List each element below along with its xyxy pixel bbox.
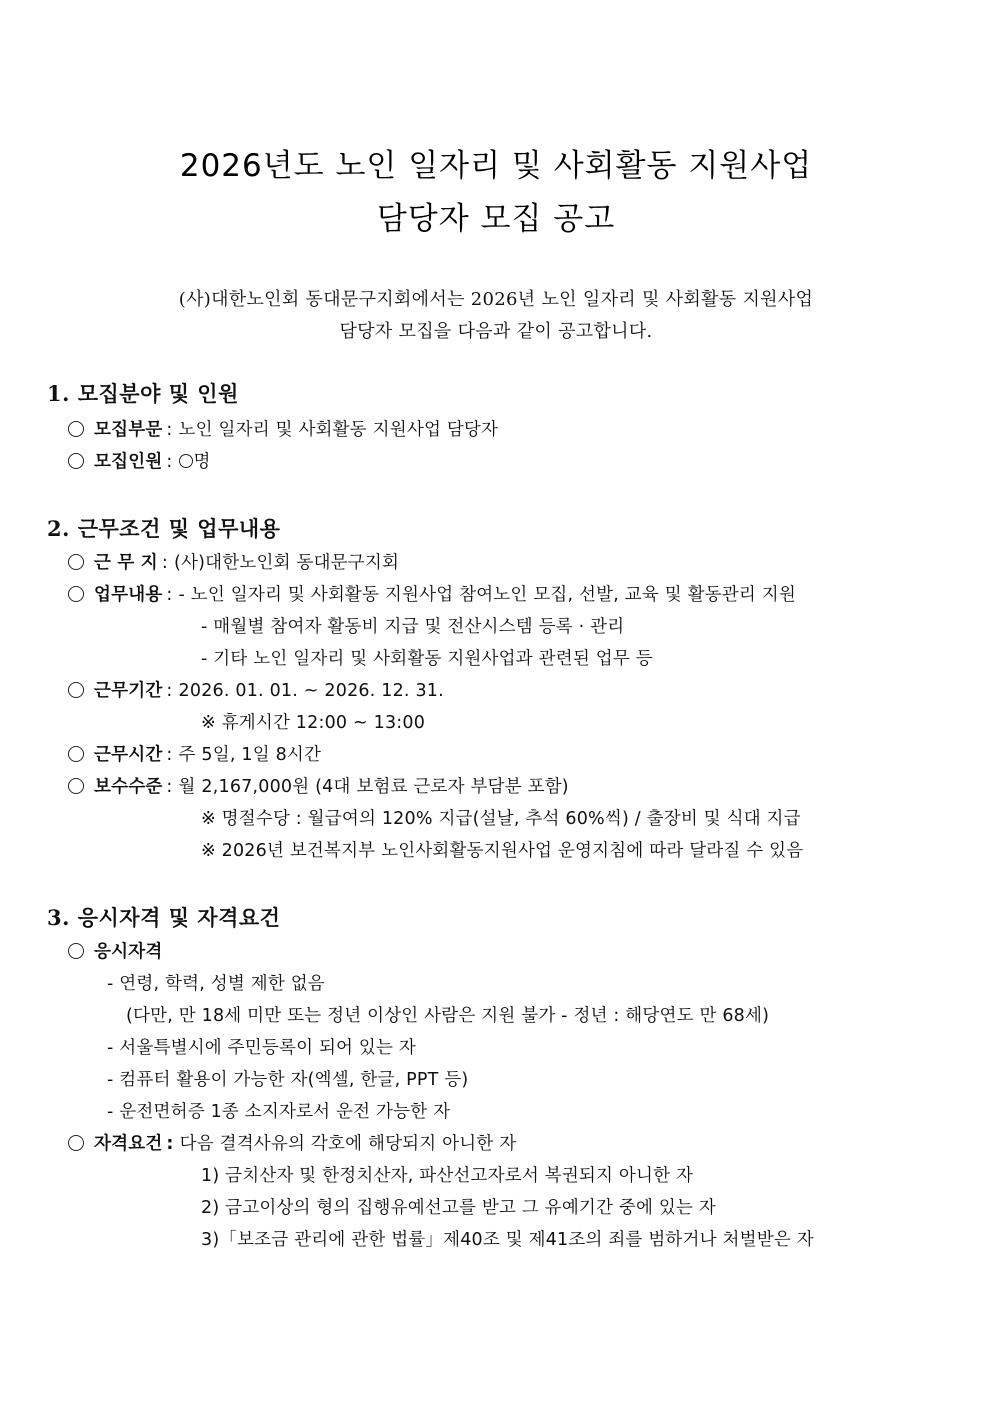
separator: : [166,1134,174,1154]
eligibility-sub-4: - 컴퓨터 활용이 가능한 자(엑셀, 한글, PPT 등) [107,1070,469,1090]
item-label: 응시자격 [94,942,163,962]
salary-note-1: ※ 명절수당 : 월급여의 120% 지급(설날, 추석 60%씩) / 출장비 및 식대 지급 [201,809,801,829]
page-title-line2: 담당자 모집 공고 [376,201,616,237]
separator: : [166,452,173,472]
item-value: 명 [193,452,211,472]
circle-bullet-icon [68,453,84,469]
item-work-hours [68,741,321,766]
break-time-note: ※ 휴게시간 12:00 ~ 13:00 [201,713,426,733]
item-work-period [68,677,444,702]
item-value: 노인 일자리 및 사회활동 지원사업 담당자 [178,420,499,440]
item-label: 자격요건 [94,1134,163,1154]
eligibility-sub-3: - 서울특별시에 주민등록이 되어 있는 자 [107,1038,417,1058]
duties-continuation-1: - 매월별 참여자 활동비 지급 및 전산시스템 등록 · 관리 [201,617,625,637]
duties-continuation-2: - 기타 노인 일자리 및 사회활동 지원사업과 관련된 업무 등 [201,649,653,669]
item-label: 업무내용 [94,585,163,605]
separator: : [166,777,173,797]
salary-note-2: ※ 2026년 보건복지부 노인사회활동지원사업 운영지침에 따라 달라질 수 있음 [201,841,804,861]
item-value: 2026. 01. 01. ~ 2026. 12. 31. [178,681,444,701]
item-value: 다음 결격사유의 각호에 해당되지 아니한 자 [179,1134,517,1154]
item-label: 보수수준 [94,777,163,797]
section-heading-1: 1. 모집분야 및 인원 [47,381,239,406]
disqualification-3: 3)「보조금 관리에 관한 법률」제40조 및 제41조의 죄를 범하거나 처벌받은 자 [201,1230,814,1250]
item-eligibility [68,938,162,963]
section-heading-3: 3. 응시자격 및 자격요건 [47,905,281,930]
item-duties [68,581,796,606]
item-label: 근무기간 [94,681,163,701]
eligibility-sub-5: - 운전면허증 1종 소지자로서 운전 가능한 자 [107,1102,451,1122]
eligibility-sub-1: - 연령, 학력, 성별 제한 없음 [107,974,325,994]
item-value: 월 2,167,000원 (4대 보험료 근로자 부담분 포함) [178,777,569,797]
separator: : [166,585,173,605]
item-value: 주 5일, 1일 8시간 [178,745,322,765]
item-label: 근무시간 [94,745,163,765]
separator: : [166,745,173,765]
item-label: 모집부문 [94,420,163,440]
item-label: 근 무 지 [94,553,158,573]
intro-line2: 담당자 모집을 다음과 같이 공고합니다. [339,321,653,342]
circle-bullet-icon [68,586,84,602]
item-workplace [68,549,399,574]
separator: : [166,681,173,701]
page-title-line1: 2026년도 노인 일자리 및 사회활동 지원사업 [179,148,813,184]
item-label: 모집인원 [94,452,163,472]
circle-bullet-icon [68,778,84,794]
item-value: (사)대한노인회 동대문구지회 [174,553,400,573]
circle-bullet-icon [68,1135,84,1151]
disqualification-2: 2) 금고이상의 형의 집행유예선고를 받고 그 유예기간 중에 있는 자 [201,1198,716,1218]
circle-bullet-icon [68,943,84,959]
disqualification-1: 1) 금치산자 및 한정치산자, 파산선고자로서 복권되지 아니한 자 [201,1166,694,1186]
circle-bullet-icon [68,682,84,698]
circle-bullet-icon [68,554,84,570]
item-salary [68,773,569,798]
item-recruit-field [68,416,498,441]
item-requirements [68,1130,516,1155]
separator: : [166,420,173,440]
intro-line1: (사)대한노인회 동대문구지회에서는 2026년 노인 일자리 및 사회활동 지원사업 [178,289,814,310]
section-heading-2: 2. 근무조건 및 업무내용 [47,516,281,541]
circle-bullet-icon [68,746,84,762]
circle-placeholder-icon [179,454,193,468]
item-recruit-count [68,448,211,473]
circle-bullet-icon [68,421,84,437]
eligibility-sub-2: (다만, 만 18세 미만 또는 정년 이상인 사람은 지원 불가 - 정년 : 해당연도 만 68세) [126,1006,770,1026]
item-value: - 노인 일자리 및 사회활동 지원사업 참여노인 모집, 선발, 교육 및 활동관리 지원 [178,585,796,605]
separator: : [161,553,169,573]
